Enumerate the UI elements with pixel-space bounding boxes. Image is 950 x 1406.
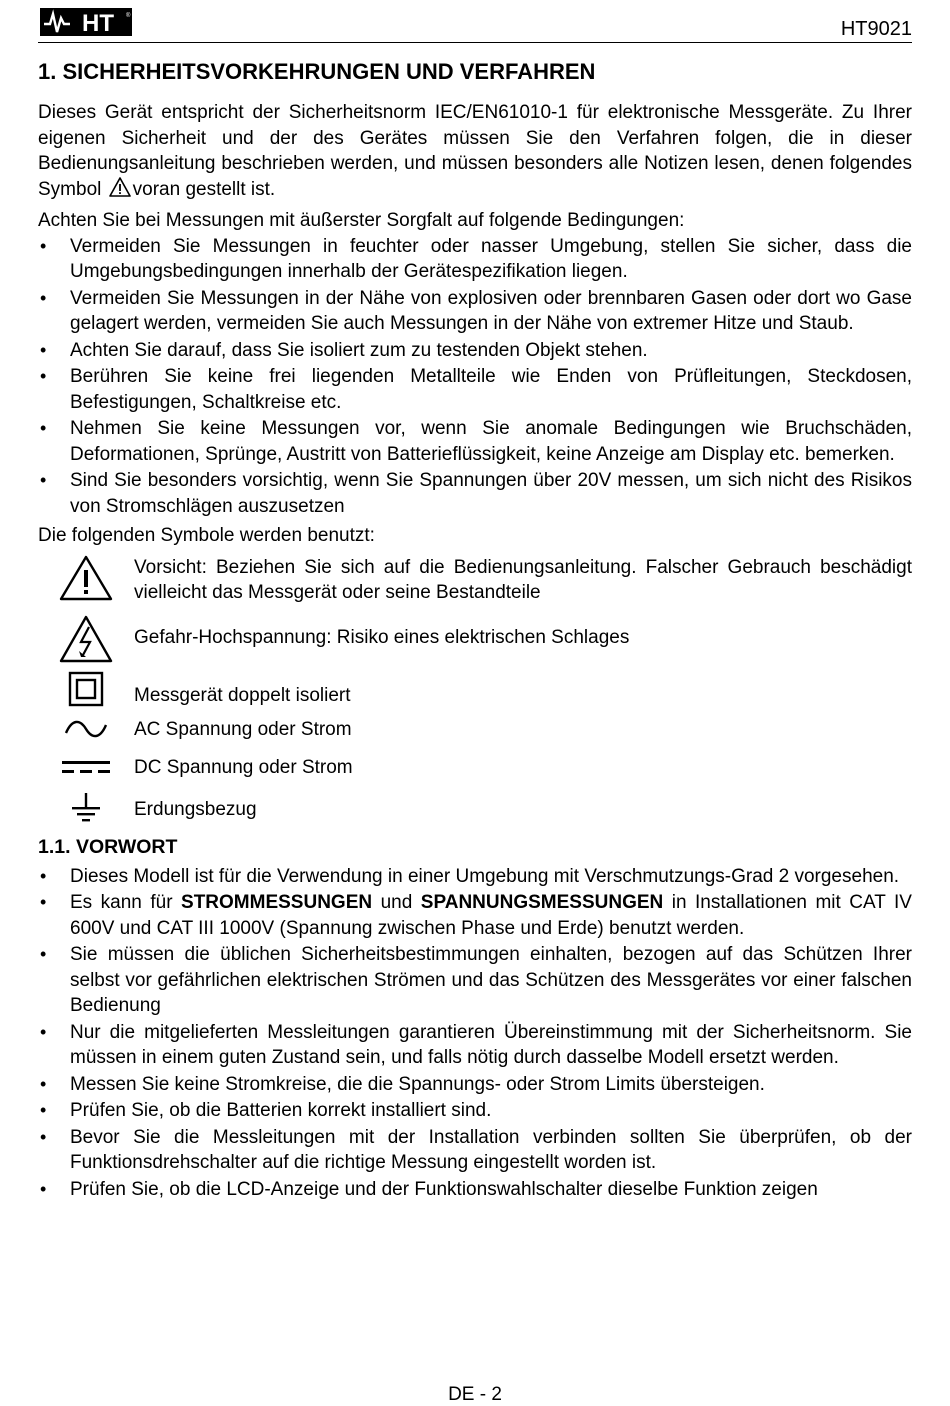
ht-logo-icon bbox=[40, 8, 132, 36]
page-number: DE - 2 bbox=[448, 1384, 502, 1405]
symbol-text: Vorsicht: Beziehen Sie sich auf die Bedienungsanleitung. Falscher Gebrauch beschädigt vielleicht das Messgerät oder seine Bestandteile bbox=[134, 556, 912, 603]
inline-warning-icon bbox=[109, 177, 131, 197]
list-item: • Berühren Sie keine frei liegenden Metallteile wie Enden von Prüfleitungen, Steckdosen, Befestigungen, Schaltkreise etc. bbox=[38, 364, 912, 415]
ground-icon bbox=[66, 791, 106, 825]
dc-icon bbox=[60, 755, 112, 779]
list-item: • Prüfen Sie, ob die Batterien korrekt installiert sind. bbox=[38, 1098, 912, 1124]
page-content bbox=[38, 58, 912, 1203]
subsection-title: 1.1. VORWORT bbox=[38, 835, 178, 858]
symbol-text: Erdungsbezug bbox=[134, 798, 257, 820]
double-insulation-icon bbox=[66, 671, 106, 707]
emphasis-current: STROMMESSUNGEN bbox=[181, 892, 373, 913]
section-title: 1. SICHERHEITSVORKEHRUNGEN UND VERFAHREN bbox=[38, 59, 596, 84]
list-item: • Sie müssen die üblichen Sicherheitsbestimmungen einhalten, bezogen auf das Schützen Ihrer selbst vor gefährlichen elektrischen Strömen und das Schützen des Messgerätes vor einer falschen Bedienung bbox=[38, 942, 912, 1019]
symbol-row-high-voltage bbox=[38, 615, 912, 671]
symbol-text: DC Spannung oder Strom bbox=[134, 756, 353, 778]
list-item: • Nehmen Sie keine Messungen vor, wenn Sie anomale Bedingungen wie Bruchschäden, Deformationen, Sprünge, Austritt von Batterieflüssigkeit, keine Anzeige am Display etc. bemerken. bbox=[38, 416, 912, 467]
list-item: • Bevor Sie die Messleitungen mit der Installation verbinden sollten Sie überprüfen, ob der Funktionsdrehschalter auf die richtige Messung eingestellt worden ist. bbox=[38, 1125, 912, 1176]
symbol-text: Gefahr-Hochspannung: Risiko eines elektrischen Schlages bbox=[134, 626, 630, 648]
page-header bbox=[38, 6, 912, 43]
list-item: • Sind Sie besonders vorsichtig, wenn Sie Spannungen über 20V messen, um sich nicht des Risikos von Stromschlägen auszusetzen bbox=[38, 468, 912, 519]
list-item: • Messen Sie keine Stromkreise, die die Spannungs- oder Strom Limits übersteigen. bbox=[38, 1072, 912, 1098]
emphasis-voltage: SPANNUNGSMESSUNGEN bbox=[420, 892, 664, 913]
logo-text: HT bbox=[82, 10, 114, 36]
symbol-row-ground bbox=[38, 791, 912, 829]
list-item: • Nur die mitgelieferten Messleitungen garantieren Übereinstimmung mit der Sicherheitsnorm. Sie müssen in einem guten Zustand sein, und falls nötig durch dasselbe Modell ersetzt werden. bbox=[38, 1020, 912, 1071]
symbol-text: Messgerät doppelt isoliert bbox=[134, 684, 351, 706]
intro-paragraph bbox=[38, 100, 912, 202]
list-item: • Dieses Modell ist für die Verwendung in einer Umgebung mit Verschmutzungs-Grad 2 vorgesehen. bbox=[38, 864, 912, 890]
high-voltage-icon bbox=[59, 615, 113, 663]
list-item: • Achten Sie darauf, dass Sie isoliert zum zu testenden Objekt stehen. bbox=[38, 338, 912, 364]
list-item: • Vermeiden Sie Messungen in der Nähe von explosiven oder brennbaren Gasen oder dort wo Gase gelagert werden, vermeiden Sie auch Messungen in der Nähe von extremer Hitze und Staub. bbox=[38, 286, 912, 337]
symbol-row-double-insulation bbox=[38, 671, 912, 711]
foreword-list bbox=[38, 864, 912, 1203]
symbol-text: AC Spannung oder Strom bbox=[134, 718, 352, 740]
conditions-intro: Achten Sie bei Messungen mit äußerster Sorgfalt auf folgende Bedingungen: bbox=[38, 210, 685, 231]
intro-text: Dieses Gerät entspricht der Sicherheitsnorm IEC/EN61010-1 für elektronische Messgeräte. Zu Ihrer eigenen Sicherheit und der des Gerätes müssen Sie den Verfahren folgen, die in dieser Bedienungsanleitung beschrieben werden, und müssen besonders alle Notizen lesen, denen folgendes Symbol bbox=[38, 102, 912, 200]
list-item: • Es kann für STROMMESSUNGEN und SPANNUNGSMESSUNGEN in Installationen mit CAT IV 600V und CAT III 1000V (Spannung zwischen Phase und Erde) benutzt werden. bbox=[38, 890, 912, 941]
ac-wave-icon bbox=[62, 717, 110, 741]
list-item: • Vermeiden Sie Messungen in feuchter oder nasser Umgebung, stellen Sie sicher, dass die Umgebungsbedingungen innerhalb der Gerätespezifikation liegen. bbox=[38, 234, 912, 285]
symbol-row-ac bbox=[38, 711, 912, 753]
conditions-list bbox=[38, 234, 912, 520]
symbol-row-caution bbox=[38, 553, 912, 615]
model-number: HT9021 bbox=[840, 18, 912, 40]
symbols-intro: Die folgenden Symbole werden benutzt: bbox=[38, 525, 375, 546]
svg-text:®: ® bbox=[126, 13, 131, 19]
intro-text-end: voran gestellt ist. bbox=[132, 178, 276, 200]
symbols-legend bbox=[38, 553, 912, 829]
symbol-row-dc bbox=[38, 753, 912, 791]
caution-triangle-icon bbox=[59, 555, 113, 601]
list-item: • Prüfen Sie, ob die LCD-Anzeige und der Funktionswahlschalter dieselbe Funktion zeigen bbox=[38, 1177, 912, 1203]
